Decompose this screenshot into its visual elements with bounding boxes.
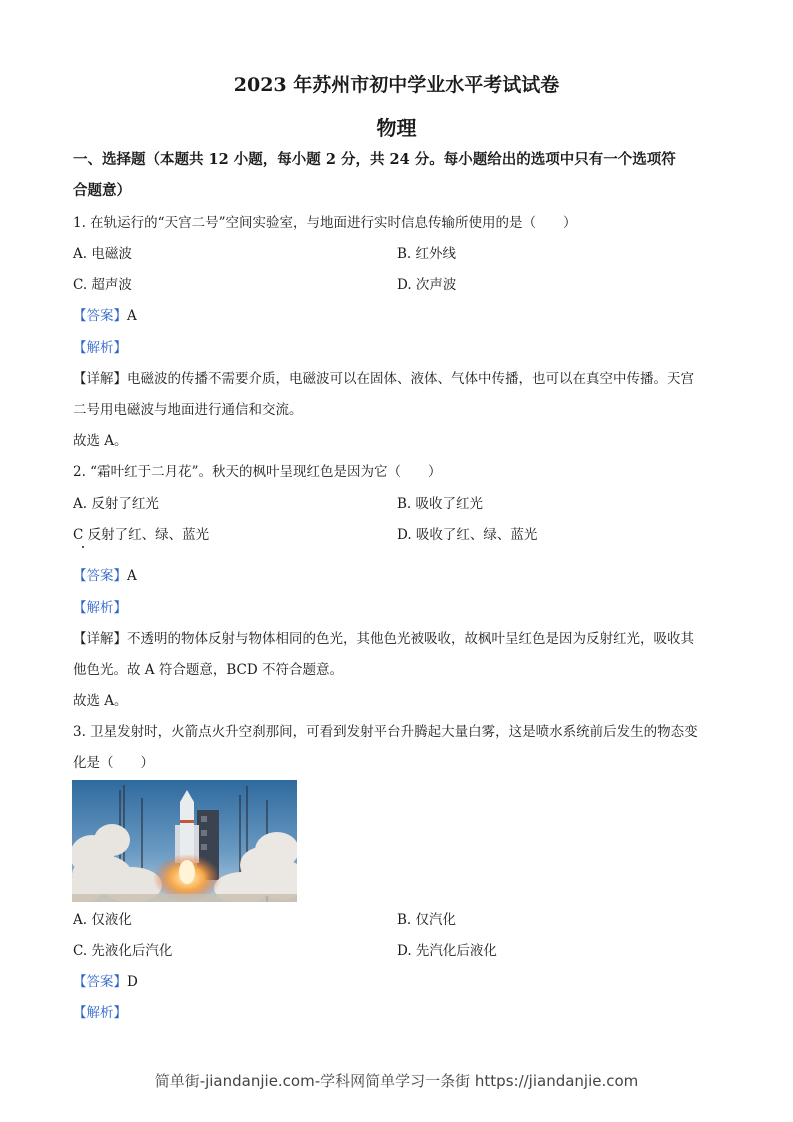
- analysis-label: 【解析】: [73, 600, 127, 616]
- answer-label: 【答案】: [73, 974, 127, 990]
- q1-option-a: A. 电磁波: [73, 246, 132, 262]
- q2-option-c: C 反射了红、绿、蓝光: [73, 527, 210, 543]
- stray-dot: [82, 546, 84, 548]
- q2-conclusion: 故选 A。: [73, 693, 128, 709]
- section-heading-line1: 一、选择题（本题共 12 小题，每小题 2 分，共 24 分。每小题给出的选项中只有一个选项符: [73, 151, 676, 168]
- q2-option-d: D. 吸收了红、绿、蓝光: [397, 527, 538, 543]
- detail-label: 【详解】: [73, 371, 127, 387]
- q3-option-b: B. 仅汽化: [397, 912, 457, 928]
- q1-detail-line1: [73, 369, 723, 389]
- q1-option-d: D. 次声波: [397, 277, 457, 293]
- answer-label: 【答案】: [73, 308, 127, 324]
- analysis-label: 【解析】: [73, 1005, 127, 1021]
- q1-answer: [73, 306, 723, 326]
- q1-stem: 1. 在轨运行的“天宫二号”空间实验室，与地面进行实时信息传输所使用的是（ ）: [73, 215, 577, 231]
- q3-answer: [73, 972, 723, 992]
- detail-label: 【详解】: [73, 631, 127, 647]
- answer-label: 【答案】: [73, 568, 127, 584]
- q1-answer-value: A: [127, 308, 137, 324]
- q2-detail-line1: [73, 629, 723, 649]
- q1-detail-text1: 电磁波的传播不需要介质，电磁波可以在固体、液体、气体中传播，也可以在真空中传播。天宫: [127, 371, 694, 387]
- q1-analysis: [73, 338, 723, 358]
- q3-stem-line1: 3. 卫星发射时，火箭点火升空刹那间，可看到发射平台升腾起大量白雾，这是喷水系统前后发生的物态变: [73, 724, 698, 740]
- q3-analysis: [73, 1003, 723, 1023]
- analysis-label: 【解析】: [73, 340, 127, 356]
- subject-title: 物理: [376, 116, 417, 140]
- page-title: 2023 年苏州市初中学业水平考试试卷: [233, 74, 560, 96]
- section-heading-line2: 合题意）: [73, 182, 131, 199]
- q2-detail-line2: 他色光。故 A 符合题意，BCD 不符合题意。: [73, 662, 343, 678]
- q2-stem: 2. “霜叶红于二月花”。秋天的枫叶呈现红色是因为它（ ）: [73, 464, 442, 480]
- q3-stem-line2: 化是（ ）: [73, 755, 154, 771]
- q3-option-c: C. 先液化后汽化: [73, 943, 173, 959]
- q3-option-d: D. 先汽化后液化: [397, 943, 497, 959]
- q1-option-b: B. 红外线: [397, 246, 457, 262]
- q1-option-c: C. 超声波: [73, 277, 132, 293]
- q2-answer-value: A: [127, 568, 137, 584]
- q2-detail-text1: 不透明的物体反射与物体相同的色光，其他色光被吸收，故枫叶呈红色是因为反射红光，吸收其: [127, 631, 694, 647]
- footer-watermark: 简单街-jiandanjie.com-学科网简单学习一条街 https://jiandanjie.com: [154, 1072, 639, 1090]
- q2-option-b: B. 吸收了红光: [397, 496, 484, 512]
- q3-option-a: A. 仅液化: [73, 912, 132, 928]
- rocket-launch-photo: [72, 780, 297, 902]
- q1-conclusion: 故选 A。: [73, 433, 128, 449]
- q2-answer: [73, 566, 723, 586]
- q2-analysis: [73, 598, 723, 618]
- q2-option-a: A. 反射了红光: [73, 496, 159, 512]
- q3-answer-value: D: [127, 974, 138, 990]
- q1-detail-line2: 二号用电磁波与地面进行通信和交流。: [73, 402, 303, 418]
